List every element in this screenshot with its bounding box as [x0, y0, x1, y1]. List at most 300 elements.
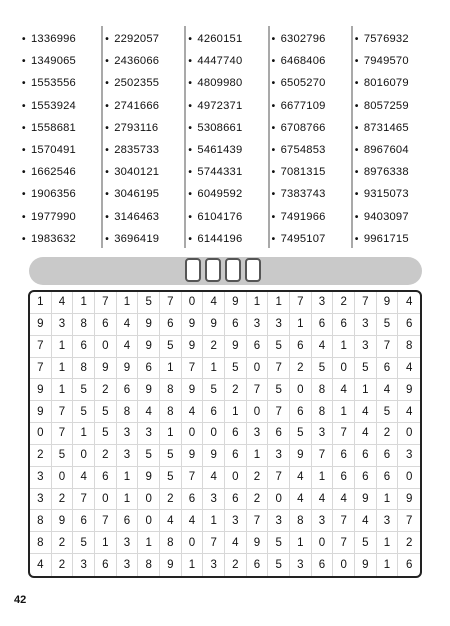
grid-cell[interactable]: 0	[225, 467, 247, 489]
answer-box[interactable]	[225, 258, 241, 282]
grid-cell[interactable]: 7	[182, 467, 204, 489]
grid-cell[interactable]: 0	[333, 358, 355, 380]
grid-cell[interactable]: 4	[290, 489, 312, 511]
grid-cell[interactable]: 7	[30, 336, 52, 358]
column-divider	[268, 26, 270, 248]
grid-cell[interactable]: 7	[333, 423, 355, 445]
grid-cell[interactable]: 6	[95, 467, 117, 489]
grid-cell[interactable]: 3	[247, 314, 269, 336]
grid-cell[interactable]: 3	[117, 532, 139, 554]
grid-cell[interactable]: 0	[30, 423, 52, 445]
grid-cell[interactable]: 1	[312, 467, 334, 489]
grid-cell[interactable]: 2	[247, 467, 269, 489]
grid-cell[interactable]: 9	[95, 358, 117, 380]
grid-cell[interactable]: 8	[30, 532, 52, 554]
word-item	[105, 139, 182, 161]
grid-cell[interactable]: 9	[138, 314, 160, 336]
word-item	[355, 206, 432, 228]
grid-cell[interactable]: 0	[268, 489, 290, 511]
grid-cell[interactable]: 8	[290, 510, 312, 532]
grid-cell[interactable]: 7	[377, 336, 399, 358]
grid-cell[interactable]: 5	[355, 358, 377, 380]
grid-cell[interactable]: 5	[138, 445, 160, 467]
grid-cell[interactable]: 4	[182, 401, 204, 423]
grid-cell[interactable]: 0	[203, 423, 225, 445]
grid-cell[interactable]: 0	[95, 336, 117, 358]
grid-cell[interactable]: 0	[95, 489, 117, 511]
grid-cell[interactable]: 7	[95, 510, 117, 532]
grid-cell[interactable]: 9	[377, 292, 399, 314]
column-divider	[184, 26, 186, 248]
word-text: 1553924	[31, 99, 76, 112]
grid-cell[interactable]: 0	[52, 467, 74, 489]
grid-cell[interactable]: 1	[377, 489, 399, 511]
grid-cell[interactable]: 0	[182, 532, 204, 554]
grid-cell[interactable]: 3	[268, 510, 290, 532]
grid-cell[interactable]: 4	[73, 467, 95, 489]
grid-cell[interactable]: 7	[355, 292, 377, 314]
grid-cell[interactable]: 7	[182, 358, 204, 380]
grid-cell[interactable]: 3	[117, 423, 139, 445]
grid-cell[interactable]: 6	[95, 554, 117, 576]
grid-cell[interactable]: 1	[333, 401, 355, 423]
grid-cell[interactable]: 5	[52, 445, 74, 467]
grid-cell[interactable]: 4	[30, 554, 52, 576]
grid-cell[interactable]: 3	[247, 423, 269, 445]
grid-cell[interactable]: 5	[73, 532, 95, 554]
word-text: 3696419	[114, 232, 160, 245]
grid-cell[interactable]: 6	[333, 467, 355, 489]
grid-cell[interactable]: 6	[290, 336, 312, 358]
word-item	[105, 161, 182, 183]
grid-cell[interactable]: 8	[138, 554, 160, 576]
grid-cell[interactable]: 8	[117, 401, 139, 423]
grid-cell[interactable]: 6	[333, 314, 355, 336]
grid-cell[interactable]: 3	[312, 510, 334, 532]
grid-cell[interactable]: 6	[225, 445, 247, 467]
grid-cell[interactable]: 9	[138, 336, 160, 358]
word-item	[188, 117, 265, 139]
answer-box[interactable]	[205, 258, 221, 282]
bullet-icon: •	[188, 78, 193, 90]
grid-cell[interactable]: 1	[52, 336, 74, 358]
grid-cell[interactable]: 2	[203, 336, 225, 358]
grid-cell[interactable]: 9	[138, 467, 160, 489]
grid-cell[interactable]: 0	[398, 467, 420, 489]
grid-cell[interactable]: 4	[355, 510, 377, 532]
word-item	[188, 28, 265, 50]
grid-cell[interactable]: 3	[138, 423, 160, 445]
grid-cell[interactable]: 9	[225, 336, 247, 358]
grid-cell[interactable]: 1	[247, 292, 269, 314]
grid-cell[interactable]: 8	[160, 401, 182, 423]
grid-cell[interactable]: 7	[268, 358, 290, 380]
grid-cell[interactable]: 0	[290, 379, 312, 401]
word-item	[105, 117, 182, 139]
word-list	[22, 26, 432, 248]
grid-cell[interactable]: 4	[225, 532, 247, 554]
grid-cell[interactable]: 7	[398, 510, 420, 532]
grid-cell[interactable]: 6	[405, 559, 413, 572]
grid-cell[interactable]: 4	[398, 358, 420, 380]
grid-cell[interactable]: 6	[225, 423, 247, 445]
grid-cell[interactable]: 1	[290, 314, 312, 336]
grid-cell[interactable]: 6	[377, 467, 399, 489]
grid-cell[interactable]: 9	[290, 445, 312, 467]
grid-cell[interactable]: 4	[398, 292, 420, 314]
grid-cell[interactable]: 0	[182, 292, 204, 314]
grid-cell[interactable]: 6	[117, 510, 139, 532]
grid-cell[interactable]: 2	[377, 423, 399, 445]
grid-cell[interactable]: 1	[160, 358, 182, 380]
grid-cell[interactable]: 1	[333, 336, 355, 358]
word-item	[188, 206, 265, 228]
bullet-icon: •	[354, 233, 359, 245]
grid-cell[interactable]: 6	[247, 554, 269, 576]
grid-cell[interactable]: 7	[30, 358, 52, 380]
grid-cell[interactable]: 6	[355, 467, 377, 489]
grid-cell[interactable]: 5	[377, 401, 399, 423]
grid-cell[interactable]: 8	[160, 532, 182, 554]
grid-cell[interactable]: 5	[95, 401, 117, 423]
grid-cell[interactable]: 1	[377, 532, 399, 554]
grid-cell[interactable]: 9	[30, 401, 52, 423]
grid-cell[interactable]: 1	[30, 292, 52, 314]
grid-cell[interactable]: 7	[52, 401, 74, 423]
grid-cell[interactable]: 1	[247, 445, 269, 467]
grid-cell[interactable]: 2	[95, 445, 117, 467]
grid-cell[interactable]: 3	[355, 336, 377, 358]
grid-cell[interactable]: 1	[73, 292, 95, 314]
grid-cell[interactable]: 1	[138, 532, 160, 554]
grid-cell[interactable]: 0	[73, 445, 95, 467]
grid-cell[interactable]: 9	[30, 314, 52, 336]
bullet-icon: •	[354, 144, 359, 156]
grid-cell[interactable]: 2	[95, 379, 117, 401]
grid-cell[interactable]: 3	[398, 445, 420, 467]
grid-cell[interactable]: 7	[312, 445, 334, 467]
bullet-icon: •	[188, 122, 193, 134]
bullet-icon: •	[354, 167, 359, 179]
grid-cell[interactable]: 3	[73, 554, 95, 576]
word-text: 1336996	[31, 33, 76, 45]
grid-cell[interactable]: 3	[203, 489, 225, 511]
grid-cell[interactable]: 8	[398, 336, 420, 358]
word-text: 8057259	[363, 99, 409, 112]
bullet-icon: •	[271, 211, 276, 223]
word-item	[22, 117, 99, 139]
word-item	[22, 95, 99, 117]
grid-cell[interactable]: 4	[333, 489, 355, 511]
word-text: 4809980	[197, 77, 243, 90]
grid-cell[interactable]: 5	[73, 379, 95, 401]
grid-cell[interactable]: 4	[355, 401, 377, 423]
grid-cell[interactable]: 8	[30, 510, 52, 532]
grid-cell[interactable]: 9	[203, 445, 225, 467]
word-text: 1349065	[31, 55, 76, 68]
grid-cell[interactable]: 9	[30, 379, 52, 401]
word-item	[105, 95, 182, 117]
grid-cell[interactable]: 4	[117, 314, 139, 336]
word-text: 3040121	[114, 166, 160, 179]
word-item	[355, 161, 432, 183]
grid-cell[interactable]: 4	[182, 510, 204, 532]
grid-cell[interactable]: 3	[30, 467, 52, 489]
grid-cell[interactable]: 1	[117, 467, 139, 489]
grid-cell[interactable]: 7	[333, 510, 355, 532]
word-item	[272, 161, 349, 183]
grid-cell[interactable]: 6	[312, 554, 334, 576]
grid-cell[interactable]: 2	[52, 554, 74, 576]
grid-cell[interactable]: 9	[355, 489, 377, 511]
bullet-icon: •	[271, 100, 276, 112]
grid-cell[interactable]: 7	[52, 423, 74, 445]
grid-cell[interactable]: 2	[398, 532, 420, 554]
grid-cell[interactable]: 4	[312, 336, 334, 358]
grid-cell[interactable]: 3	[225, 510, 247, 532]
bullet-icon: •	[22, 122, 26, 134]
grid-cell[interactable]: 3	[30, 489, 52, 511]
word-text: 9315073	[363, 188, 409, 201]
word-item	[188, 161, 265, 183]
grid-cell[interactable]: 6	[225, 489, 247, 511]
grid-cell[interactable]: 9	[247, 532, 269, 554]
grid-cell[interactable]: 5	[160, 467, 182, 489]
grid-cell[interactable]: 1	[355, 379, 377, 401]
grid-cell[interactable]: 9	[398, 489, 420, 511]
grid-cell[interactable]: 2	[52, 532, 74, 554]
grid-cell[interactable]: 1	[52, 379, 74, 401]
grid-cell[interactable]: 3	[268, 445, 290, 467]
grid-cell[interactable]: 9	[182, 445, 204, 467]
grid-cell[interactable]: 5	[203, 379, 225, 401]
grid-cell[interactable]: 1	[73, 423, 95, 445]
word-text: 3046195	[114, 188, 160, 201]
grid-cell[interactable]: 2	[225, 379, 247, 401]
grid-cell[interactable]: 4	[355, 423, 377, 445]
grid-cell[interactable]: 8	[73, 358, 95, 380]
grid-cell[interactable]: 3	[117, 554, 139, 576]
grid-cell[interactable]: 1	[268, 292, 290, 314]
grid-cell[interactable]: 6	[398, 314, 420, 336]
bullet-icon: •	[188, 167, 193, 179]
word-item	[272, 117, 349, 139]
grid-cell[interactable]: 5	[290, 423, 312, 445]
word-text: 6104176	[197, 210, 243, 223]
grid-cell[interactable]: 4	[160, 510, 182, 532]
grid-cell[interactable]: 5	[268, 532, 290, 554]
grid-cell[interactable]: 1	[117, 292, 139, 314]
grid-cell[interactable]: 9	[203, 314, 225, 336]
grid-cell[interactable]: 7	[268, 467, 290, 489]
grid-cell[interactable]: 5	[268, 379, 290, 401]
answer-box[interactable]	[245, 258, 261, 282]
grid-cell[interactable]: 5	[268, 336, 290, 358]
word-item	[272, 95, 349, 117]
grid-cell[interactable]: 2	[30, 445, 52, 467]
word-item	[22, 183, 99, 205]
grid-cell[interactable]: 2	[225, 554, 247, 576]
grid-cell[interactable]: 1	[160, 423, 182, 445]
word-item	[355, 139, 432, 161]
grid-cell[interactable]: 9	[182, 336, 204, 358]
grid-cell[interactable]: 0	[312, 532, 334, 554]
grid-cell[interactable]: 5	[312, 358, 334, 380]
grid-cell[interactable]: 9	[398, 379, 420, 401]
grid-cell[interactable]: 5	[268, 554, 290, 576]
grid-cell[interactable]: 7	[95, 292, 117, 314]
grid-cell[interactable]: 3	[117, 445, 139, 467]
grid-cell[interactable]: 6	[333, 445, 355, 467]
grid-cell[interactable]: 6	[312, 314, 334, 336]
word-item	[105, 50, 182, 72]
grid-cell[interactable]: 9	[182, 379, 204, 401]
grid-cell[interactable]: 5	[160, 336, 182, 358]
grid-cell[interactable]: 0	[247, 358, 269, 380]
word-text: 6754853	[280, 143, 326, 156]
answer-box[interactable]	[185, 258, 201, 282]
grid-cell[interactable]: 6	[290, 401, 312, 423]
word-text: 8976338	[363, 166, 409, 179]
grid-cell[interactable]: 2	[160, 489, 182, 511]
grid-cell[interactable]: 4	[52, 292, 74, 314]
grid-cell[interactable]: 0	[333, 554, 355, 576]
grid-cell[interactable]: 6	[268, 423, 290, 445]
grid-cell[interactable]: 3	[355, 314, 377, 336]
grid-cell[interactable]: 4	[138, 401, 160, 423]
word-text: 5744331	[197, 166, 243, 179]
grid-cell[interactable]: 8	[160, 379, 182, 401]
grid-cell[interactable]: 7	[247, 510, 269, 532]
grid-cell[interactable]: 6	[377, 445, 399, 467]
grid-cell[interactable]: 0	[398, 423, 420, 445]
grid-cell[interactable]: 5	[225, 358, 247, 380]
grid-cell[interactable]: 6	[225, 314, 247, 336]
grid-cell[interactable]: 9	[52, 510, 74, 532]
grid-cell[interactable]: 6	[138, 358, 160, 380]
grid-cell[interactable]: 2	[290, 358, 312, 380]
grid-cell[interactable]: 1	[182, 554, 204, 576]
grid-cell[interactable]: 1	[52, 358, 74, 380]
grid-cell[interactable]: 9	[160, 554, 182, 576]
grid-cell[interactable]: 1	[225, 401, 247, 423]
puzzle-grid	[28, 290, 422, 578]
grid-cell[interactable]: 3	[52, 314, 74, 336]
grid-cell[interactable]: 5	[95, 423, 117, 445]
grid-cell[interactable]: 5	[138, 292, 160, 314]
grid-cell[interactable]: 4	[117, 336, 139, 358]
grid-cell[interactable]: 6	[117, 379, 139, 401]
grid-cell[interactable]: 3	[312, 423, 334, 445]
grid-cell[interactable]: 5	[73, 401, 95, 423]
grid-cell[interactable]: 9	[355, 554, 377, 576]
grid-cell[interactable]: 4	[203, 292, 225, 314]
grid-cell[interactable]: 8	[312, 379, 334, 401]
grid-cell[interactable]: 1	[377, 554, 399, 576]
grid-cell[interactable]: 4	[290, 467, 312, 489]
grid-cell[interactable]: 7	[247, 379, 269, 401]
grid-cell[interactable]: 5	[377, 314, 399, 336]
grid-cell[interactable]: 2	[247, 489, 269, 511]
grid-cell[interactable]: 8	[73, 314, 95, 336]
grid-cell[interactable]: 0	[182, 423, 204, 445]
word-text: 1977990	[31, 210, 76, 223]
word-column	[188, 26, 265, 248]
grid-cell[interactable]: 9	[138, 379, 160, 401]
grid-cell[interactable]: 3	[203, 554, 225, 576]
bullet-icon: •	[105, 211, 109, 223]
grid-cell[interactable]: 4	[377, 379, 399, 401]
grid-cell[interactable]: 9	[182, 314, 204, 336]
grid-cell[interactable]: 4	[398, 401, 420, 423]
grid-cell[interactable]: 6	[182, 489, 204, 511]
word-text: 8967604	[363, 143, 409, 156]
bullet-icon: •	[105, 34, 109, 45]
word-item	[22, 50, 99, 72]
grid-cell[interactable]: 0	[138, 489, 160, 511]
grid-cell[interactable]: 6	[73, 510, 95, 532]
grid-cell[interactable]: 1	[95, 532, 117, 554]
grid-cell[interactable]: 6	[95, 314, 117, 336]
grid-cell[interactable]: 6	[355, 445, 377, 467]
grid-cell[interactable]: 5	[160, 445, 182, 467]
bullet-icon: •	[22, 56, 26, 68]
grid-cell[interactable]: 2	[52, 489, 74, 511]
grid-cell[interactable]: 3	[312, 292, 334, 314]
grid-cell[interactable]: 6	[247, 336, 269, 358]
grid-cell[interactable]: 4	[312, 489, 334, 511]
grid-cell[interactable]: 1	[290, 532, 312, 554]
grid-cell[interactable]: 1	[203, 510, 225, 532]
grid-cell[interactable]: 6	[203, 401, 225, 423]
grid-cell[interactable]: 7	[160, 292, 182, 314]
grid-cell[interactable]: 8	[312, 401, 334, 423]
grid-cell[interactable]: 9	[225, 292, 247, 314]
grid-cell[interactable]: 3	[377, 510, 399, 532]
grid-cell[interactable]: 6	[160, 314, 182, 336]
word-text: 7383743	[280, 188, 326, 201]
grid-cell[interactable]: 1	[203, 358, 225, 380]
answer-boxes	[185, 258, 261, 282]
grid-cell[interactable]: 7	[203, 532, 225, 554]
grid-cell[interactable]: 4	[333, 379, 355, 401]
grid-cell[interactable]: 2	[333, 292, 355, 314]
word-text: 7081315	[280, 166, 326, 179]
grid-cell[interactable]: 7	[268, 401, 290, 423]
word-item	[188, 139, 265, 161]
bullet-icon: •	[22, 144, 26, 156]
grid-cell[interactable]: 6	[377, 358, 399, 380]
grid-cell[interactable]: 7	[73, 489, 95, 511]
grid-cell[interactable]: 9	[117, 358, 139, 380]
word-text: 4447740	[197, 55, 243, 68]
grid-cell[interactable]: 3	[268, 314, 290, 336]
word-item	[355, 50, 432, 72]
grid-cell[interactable]: 0	[138, 510, 160, 532]
grid-cell[interactable]: 4	[203, 467, 225, 489]
bullet-icon: •	[188, 211, 193, 223]
grid-cell[interactable]: 3	[290, 554, 312, 576]
grid-cell[interactable]: 0	[247, 401, 269, 423]
grid-cell[interactable]: 7	[290, 292, 312, 314]
word-text: 8731465	[363, 121, 409, 134]
grid-cell[interactable]: 1	[117, 489, 139, 511]
grid-cell[interactable]: 5	[355, 532, 377, 554]
bullet-icon: •	[271, 122, 276, 134]
word-item	[22, 28, 99, 50]
grid-cell[interactable]: 7	[333, 532, 355, 554]
grid-cell[interactable]: 6	[73, 336, 95, 358]
